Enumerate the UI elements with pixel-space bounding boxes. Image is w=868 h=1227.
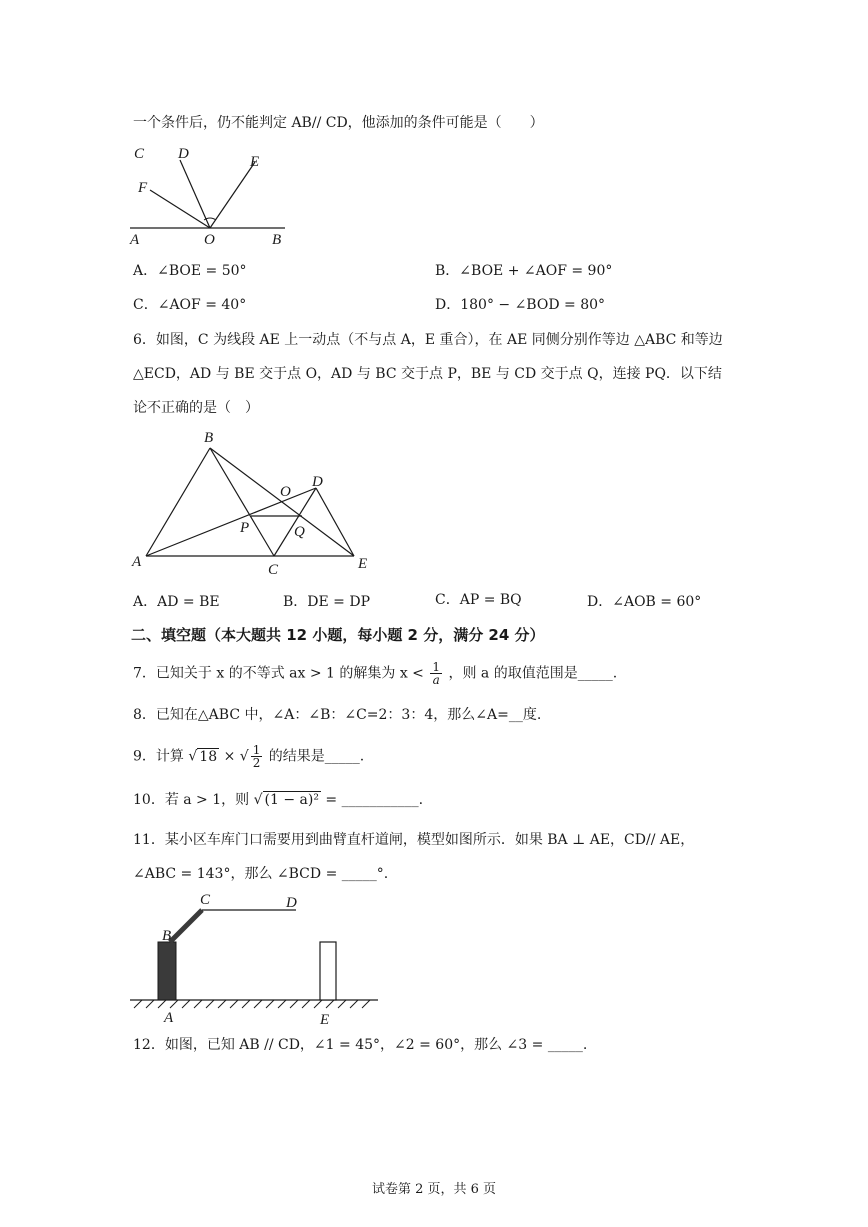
q12-stem: 12．如图，已知 AB // CD，∠1 = 45°，∠2 = 60°，那么 ∠3 = _____. <box>133 1037 588 1053</box>
q5-figure <box>130 140 300 250</box>
q11-stem-line1: 11．某小区车库门口需要用到曲臂直杆道闸，模型如图所示．如果 BA ⊥ AE，CD// AE， <box>133 832 695 848</box>
q6-label-P: P <box>240 520 250 536</box>
q5-label-E: E <box>250 154 260 170</box>
q5-option-a: A．∠BOE = 50° <box>133 263 247 279</box>
q9-fraction <box>251 744 263 769</box>
q7-fraction-num: 1 <box>432 660 441 674</box>
q11-label-E: E <box>320 1012 330 1028</box>
q10-text-part1: 10．若 a > 1，则 <box>133 792 250 808</box>
q6-figure <box>130 428 375 578</box>
q10-radicand: (1 − a)² <box>264 792 319 808</box>
q6-option-a: A．AD = BE <box>133 594 220 610</box>
q5-label-O: O <box>204 232 215 248</box>
q7-stem <box>133 661 617 686</box>
q7-fraction <box>430 661 442 686</box>
q6-option-c: C．AP = BQ <box>435 592 522 608</box>
q6-stem-line3: 论不正确的是（ ） <box>133 400 259 416</box>
q6-option-d: D．∠AOB = 60° <box>587 594 702 610</box>
section-2-title: 二、填空题（本大题共 12 小题，每小题 2 分，满分 24 分） <box>131 626 545 644</box>
q9-times: × <box>223 748 236 765</box>
q10-sqrt-sign: √ <box>253 792 263 808</box>
q5-label-A: A <box>130 232 140 248</box>
q11-label-D: D <box>286 895 297 911</box>
q6-label-C: C <box>268 562 279 578</box>
q5-label-D: D <box>178 146 189 162</box>
q11-figure <box>130 890 385 1030</box>
q9-fraction-num: 1 <box>252 743 261 757</box>
q5-label-C: C <box>134 146 145 162</box>
q6-label-A: A <box>132 554 142 570</box>
q5-option-c: C．∠AOF = 40° <box>133 297 247 313</box>
page-footer: 试卷第 2 页，共 6 页 <box>371 1182 497 1197</box>
q6-label-D: D <box>312 474 323 490</box>
q6-option-b: B．DE = DP <box>283 594 371 610</box>
q11-label-A: A <box>164 1010 174 1026</box>
q9-text-part1: 9．计算 <box>133 748 184 765</box>
q7-fraction-den: a <box>432 673 440 687</box>
q9-fraction-den: 2 <box>252 756 261 770</box>
q8-stem: 8．已知在△ABC 中，∠A：∠B：∠C=2：3：4，那么∠A=__度. <box>133 707 542 723</box>
q5-label-F: F <box>138 180 148 196</box>
q9-sqrt-18: 18 <box>199 748 218 765</box>
q6-stem-line1: 6．如图，C 为线段 AE 上一动点（不与点 A，E 重合），在 AE 同侧分别作等边 △ABC 和等边 <box>133 332 723 348</box>
q6-label-O: O <box>280 484 291 500</box>
q6-stem-line2: △ECD，AD 与 BE 交于点 O，AD 与 BC 交于点 P，BE 与 CD 交于点 Q，连接 PQ．以下结 <box>133 366 722 382</box>
q5-option-b: B．∠BOE + ∠AOF = 90° <box>435 263 613 279</box>
q11-label-C: C <box>200 892 211 908</box>
q6-label-Q: Q <box>294 524 305 540</box>
q10-text-part2: = ___________. <box>325 792 424 808</box>
q5-label-B: B <box>272 232 282 248</box>
q9-text-part2: 的结果是_____. <box>268 748 365 765</box>
q6-label-E: E <box>358 556 368 572</box>
q11-label-B: B <box>162 928 172 944</box>
q11-stem-line2: ∠ABC = 143°，那么 ∠BCD = _____°. <box>133 866 389 882</box>
q7-text-part2: ，则 a 的取值范围是_____. <box>448 665 618 682</box>
q5-stem: 一个条件后，仍不能判定 AB// CD，他添加的条件可能是（ ） <box>133 115 544 131</box>
q5-option-d: D．180° − ∠BOD = 80° <box>435 297 606 313</box>
q9-stem <box>133 744 364 769</box>
q9-sqrt-sign-2: √ <box>239 748 249 765</box>
q9-sqrt-sign: √ <box>188 748 198 765</box>
q6-label-B: B <box>204 430 214 446</box>
q10-stem <box>133 790 423 810</box>
q7-text-part1: 7．已知关于 x 的不等式 ax > 1 的解集为 x < <box>133 665 424 682</box>
